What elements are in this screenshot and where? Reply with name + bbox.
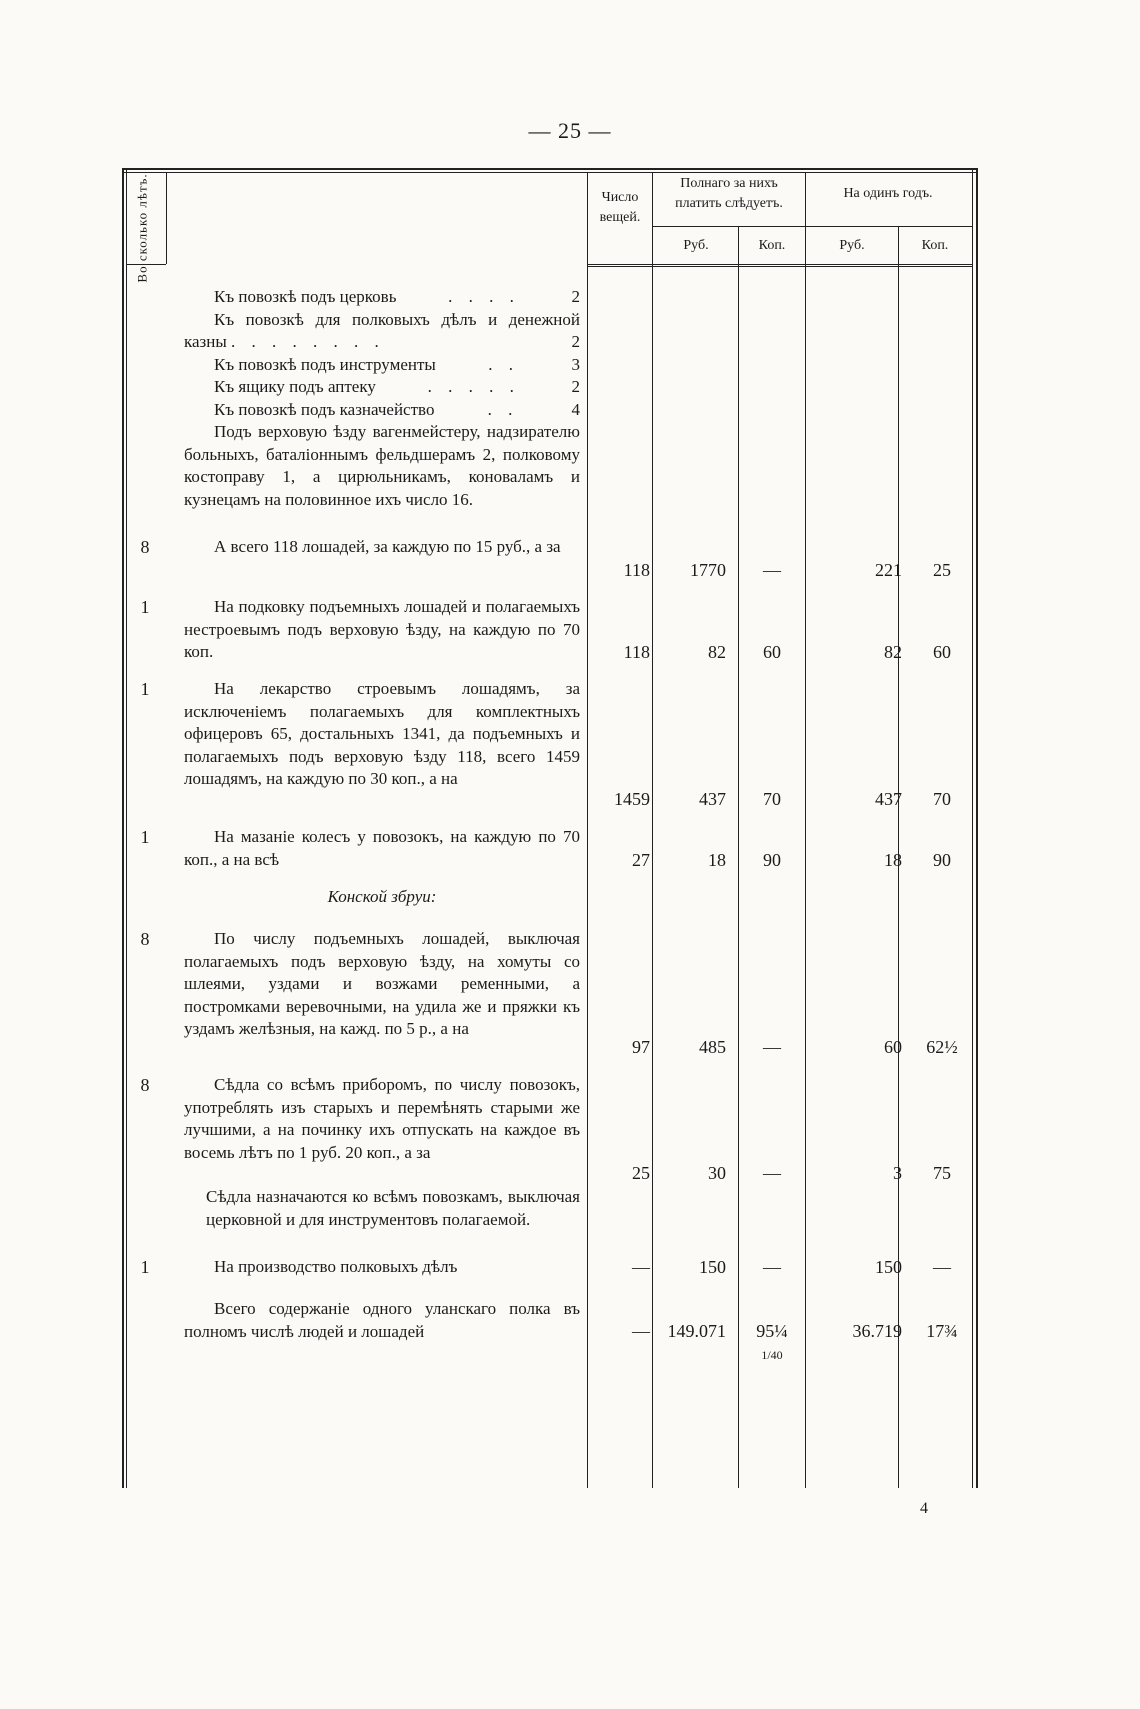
row-count: 118 — [623, 642, 650, 662]
row-kop: — — [763, 1037, 781, 1057]
total-kop-year: 17¾ — [926, 1321, 958, 1341]
row-rub: 18 — [708, 850, 726, 870]
row-kop: 60 — [763, 642, 781, 662]
row-count: 27 — [632, 850, 650, 870]
total-count: — — [632, 1321, 650, 1341]
row-count: 118 — [623, 560, 650, 580]
row-rub-year: 18 — [884, 850, 902, 870]
list-item: Къ повозкѣ подъ казначейство . . 4 — [214, 399, 580, 419]
annual-header: На одинъ годъ. — [843, 186, 933, 201]
row-kop-year: 62½ — [926, 1037, 958, 1057]
total-kop-extra: 1/40 — [761, 1348, 783, 1362]
row-kop-year: 70 — [933, 789, 951, 809]
list-item: Къ повозкѣ подъ инструменты . . 3 — [214, 354, 580, 374]
header-bottom-line-double — [587, 266, 972, 267]
row-rub-year: 82 — [884, 642, 902, 662]
list-item: Къ ящику подъ аптеку . . . . . 2 — [214, 377, 580, 396]
row-text: На подковку подъемныхъ лошадей и полагаемыхъ нестроевымъ подъ верховую ѣзду, на каждую по 70 коп. — [184, 597, 580, 661]
years-col-divider — [166, 172, 167, 264]
saddle-note: Сѣдла назначаются ко всѣмъ повозкамъ, выключая церковной и для инструментовъ полагаемой. — [206, 1187, 580, 1229]
row-text: А всего 118 лошадей, за каждую по 15 руб., а за — [214, 537, 561, 556]
row-rub-year: 437 — [875, 789, 902, 809]
right-border — [976, 168, 978, 1488]
row-text: На лекарство строевымъ лошадямъ, за исключеніемъ полагаемыхъ для комплектныхъ офицеровъ 65, достальныхъ 1341, да подъемныхъ и полагаемыхъ подъ верховую ѣзду 118, всего 1459 лошадямъ, на каждую по 30 коп., а на — [184, 679, 580, 788]
row-years: 8 — [140, 537, 150, 557]
row-text: Сѣдла со всѣмъ приборомъ, по числу повозокъ, употреблять изъ старыхъ и перемѣнять старыми же лучшими, а на починку ихъ отпускать на каждое въ восемь лѣтъ по 1 руб. 20 коп., а за — [184, 1075, 580, 1162]
row-rub: 437 — [699, 789, 726, 809]
row-rub-year: 150 — [875, 1257, 902, 1277]
count-col-left — [587, 172, 588, 1488]
total-kop: 95¼ — [756, 1321, 788, 1341]
list-item: Къ повозкѣ подъ церковь . . . . 2 — [214, 287, 580, 306]
row-count: — — [632, 1257, 650, 1277]
item-list — [184, 286, 580, 511]
row-text: На мазаніе колесъ у повозокъ, на каждую по 70 коп., а на всѣ — [184, 827, 580, 869]
row-years: 1 — [140, 827, 150, 847]
row-rub: 82 — [708, 642, 726, 662]
kop-year-header: Коп. — [921, 238, 949, 253]
row-years: 1 — [140, 597, 150, 617]
row-count: 97 — [632, 1037, 650, 1057]
intro-paragraph: Подъ верховую ѣзду вагенмейстеру, надзирателю больныхъ, баталіоннымъ фельдшерамъ 2, полковому костоправу 1, а цирюльникамъ, коноваламъ и кузнецамъ на половинное ихъ число 16. — [184, 422, 580, 509]
total-kop-divider — [738, 226, 739, 1488]
row-years: 8 — [140, 1075, 150, 1095]
table-frame — [122, 168, 978, 1488]
row-kop-year: 75 — [933, 1163, 951, 1183]
row-text: На производство полковыхъ дѣлъ — [214, 1257, 458, 1276]
annual-col-left — [805, 172, 806, 1488]
total-rub-year: 36.719 — [852, 1321, 902, 1341]
count-header: Число вещей. — [599, 190, 641, 225]
row-rub: 1770 — [690, 560, 726, 580]
row-rub: 30 — [708, 1163, 726, 1183]
top-border-inner — [122, 172, 978, 173]
row-count: 25 — [632, 1163, 650, 1183]
row-rub: 150 — [699, 1257, 726, 1277]
total-text: Всего содержаніе одного уланскаго полка въ полномъ числѣ людей и лошадей — [184, 1299, 580, 1341]
row-years: 8 — [140, 929, 150, 949]
page-number: — 25 — — [528, 118, 612, 143]
row-kop: — — [763, 1163, 781, 1183]
row-kop-year: — — [933, 1257, 951, 1277]
row-rub-year: 60 — [884, 1037, 902, 1057]
row-kop-year: 25 — [933, 560, 951, 580]
header-bottom-line — [587, 264, 972, 265]
total-rub: 149.071 — [667, 1321, 726, 1341]
row-rub-year: 221 — [875, 560, 902, 580]
total-col-left — [652, 172, 653, 1488]
subheader-line — [652, 226, 972, 227]
right-border-inner — [972, 168, 973, 1488]
rub-header: Руб. — [683, 238, 709, 253]
row-kop-year: 60 — [933, 642, 951, 662]
row-kop: — — [763, 560, 781, 580]
footer-mark: 4 — [920, 1500, 928, 1517]
years-header: Во сколько лѣтъ. — [135, 173, 151, 283]
row-kop: 90 — [763, 850, 781, 870]
row-kop-year: 90 — [933, 850, 951, 870]
total-header: Полнаго за нихъ платить слѣдуетъ. — [675, 176, 783, 211]
row-kop: 70 — [763, 789, 781, 809]
rub-year-header: Руб. — [839, 238, 865, 253]
section-title: Конской збруи: — [327, 887, 437, 906]
row-kop: — — [763, 1257, 781, 1277]
kop-header: Коп. — [758, 238, 786, 253]
row-rub: 485 — [699, 1037, 726, 1057]
row-rub-year: 3 — [893, 1163, 902, 1183]
list-item: Къ повозкѣ для полковыхъ дѣлъ и денежной казны . . . . . . . . 2 — [184, 309, 580, 351]
row-years: 1 — [140, 1257, 150, 1277]
row-years: 1 — [140, 679, 150, 699]
top-border — [122, 168, 978, 170]
row-text: По числу подъемныхъ лошадей, выключая полагаемыхъ подъ верховую ѣзду, на хомуты со шлеями, уздами и возжами ременными, а постромками веревочными, на удила же и пряжки къ уздамъ желѣзныя, на кажд. по 5 р., а на — [184, 929, 580, 1038]
row-count: 1459 — [614, 789, 650, 809]
